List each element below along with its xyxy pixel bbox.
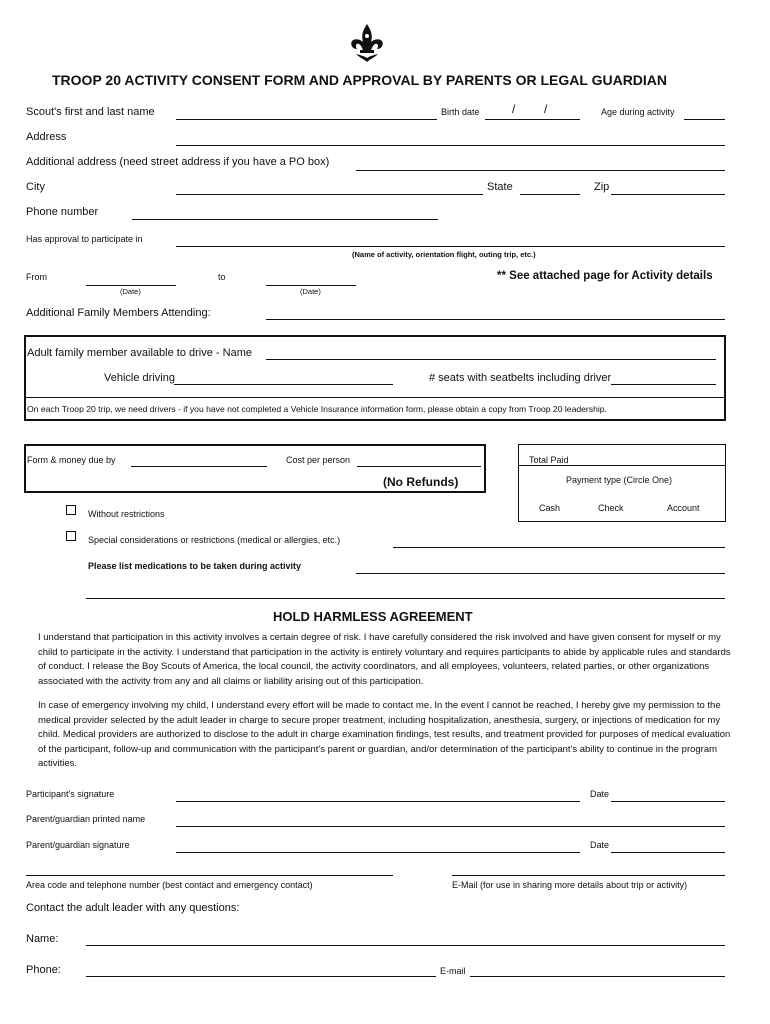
scout-name-label: Scout's first and last name bbox=[26, 106, 155, 118]
agreement-heading: HOLD HARMLESS AGREEMENT bbox=[273, 609, 473, 624]
contact-name-label: Name: bbox=[26, 933, 59, 945]
no-refunds: (No Refunds) bbox=[383, 475, 459, 489]
without-restrictions-label: Without restrictions bbox=[88, 509, 165, 519]
approval-field[interactable] bbox=[176, 246, 725, 247]
participant-date-field[interactable] bbox=[611, 801, 725, 802]
to-date-hint: (Date) bbox=[300, 287, 321, 296]
parent-name-label: Parent/guardian printed name bbox=[26, 814, 146, 824]
fleur-de-lis-emblem-icon bbox=[346, 22, 388, 64]
birth-date-field[interactable] bbox=[485, 119, 580, 120]
to-date-field[interactable] bbox=[266, 285, 356, 286]
city-field[interactable] bbox=[176, 194, 483, 195]
parent-date-label: Date bbox=[590, 840, 610, 850]
telephone-field[interactable] bbox=[26, 875, 393, 876]
telephone-label: Area code and telephone number (best contact and emergency contact) bbox=[26, 880, 313, 890]
special-restrictions-label: Special considerations or restrictions (medical or allergies, etc.) bbox=[88, 535, 341, 545]
special-restrictions-field[interactable] bbox=[393, 547, 725, 548]
contact-phone-field[interactable] bbox=[86, 976, 436, 977]
driver-name-field[interactable] bbox=[266, 359, 716, 360]
vehicle-field[interactable] bbox=[174, 384, 393, 385]
phone-field[interactable] bbox=[132, 219, 438, 220]
without-restrictions-checkbox[interactable] bbox=[66, 505, 76, 515]
parent-signature-label: Parent/guardian signature bbox=[26, 840, 130, 850]
agreement-paragraph-1: I understand that participation in this activity involves a certain degree of risk. I have carefully considered the risk involved and have given consent for myself or my child to participate in the activity. I understand that participation in the activity is entirely voluntary and requires participants to abide by applicable rules and standards of conduct. I release the Boy Scouts of America, the local council, the activity coordinators, and all employees, volunteers, related parties, or other organizations associated with the activity from any and all claims or liability arising out of this participation. bbox=[38, 632, 731, 687]
additional-address-field[interactable] bbox=[356, 170, 725, 171]
participant-date-label: Date bbox=[590, 789, 610, 799]
approval-hint: (Name of activity, orientation flight, outing trip, etc.) bbox=[352, 250, 536, 259]
from-date-hint: (Date) bbox=[120, 287, 141, 296]
seats-field[interactable] bbox=[611, 384, 716, 385]
additional-address-label: Additional address (need street address if you have a PO box) bbox=[26, 156, 330, 168]
age-field[interactable] bbox=[684, 119, 725, 120]
scout-name-field[interactable] bbox=[176, 119, 437, 120]
birth-date-label: Birth date bbox=[441, 107, 480, 117]
vehicle-label: Vehicle driving bbox=[104, 372, 175, 384]
state-label: State bbox=[487, 181, 513, 193]
special-restrictions-checkbox[interactable] bbox=[66, 531, 76, 541]
participant-signature-label: Participant's signature bbox=[26, 789, 115, 799]
cost-field[interactable] bbox=[357, 466, 481, 467]
email-sharing-field[interactable] bbox=[452, 875, 725, 876]
contact-email-label: E-mail bbox=[440, 966, 466, 976]
medications-field[interactable] bbox=[356, 573, 725, 574]
payment-option-check[interactable]: Check bbox=[598, 503, 624, 513]
drivers-note: On each Troop 20 trip, we need drivers - if you have not completed a Vehicle Insurance information form, please obtain a copy from Troop 20 leadership. bbox=[27, 404, 607, 414]
payment-type-label: Payment type (Circle One) bbox=[566, 475, 673, 485]
address-field[interactable] bbox=[176, 145, 725, 146]
medications-field-2[interactable] bbox=[86, 598, 725, 599]
contact-name-field[interactable] bbox=[86, 945, 725, 946]
to-label: to bbox=[218, 272, 226, 282]
family-members-field[interactable] bbox=[266, 319, 725, 320]
birth-date-sep-1: / bbox=[512, 102, 516, 116]
state-field[interactable] bbox=[520, 194, 580, 195]
birth-date-sep-2: / bbox=[544, 102, 548, 116]
family-members-label: Additional Family Members Attending: bbox=[26, 307, 211, 319]
due-field[interactable] bbox=[131, 466, 267, 467]
medications-label: Please list medications to be taken during activity bbox=[88, 561, 302, 571]
approval-label: Has approval to participate in bbox=[26, 234, 143, 244]
contact-email-field[interactable] bbox=[470, 976, 725, 977]
payment-option-cash[interactable]: Cash bbox=[539, 503, 561, 513]
zip-field[interactable] bbox=[611, 194, 725, 195]
parent-signature-field[interactable] bbox=[176, 852, 580, 853]
email-sharing-label: E-Mail (for use in sharing more details about trip or activity) bbox=[452, 880, 688, 890]
payment-option-account[interactable]: Account bbox=[667, 503, 700, 513]
from-date-field[interactable] bbox=[86, 285, 176, 286]
age-label: Age during activity bbox=[601, 107, 675, 117]
city-label: City bbox=[26, 181, 45, 193]
phone-label: Phone number bbox=[26, 206, 99, 218]
cost-label: Cost per person bbox=[286, 455, 351, 465]
parent-name-field[interactable] bbox=[176, 826, 725, 827]
from-label: From bbox=[26, 272, 47, 282]
parent-date-field[interactable] bbox=[611, 852, 725, 853]
address-label: Address bbox=[26, 131, 67, 143]
zip-label: Zip bbox=[594, 181, 610, 193]
contact-heading: Contact the adult leader with any questions: bbox=[26, 902, 240, 914]
agreement-paragraph-2: In case of emergency involving my child, I understand every effort will be made to contact me. In the event I cannot be reached, I hereby give my permission to the medical provider selected by the adult leader in charge to secure proper treatment, including hospitalization, anesthesia, surgery, or injections of medication for my child. Medical providers are authorized to disclose to the adult in charge examination findings, test results, and treatment provided for purposes of medical evaluation of the participant, follow-up and communication with the participant's parent or guardian, and/or determination of the participant's ability to continue in the program activities. bbox=[38, 700, 731, 769]
contact-phone-label: Phone: bbox=[26, 964, 61, 976]
seats-label: # seats with seatbelts including driver bbox=[429, 372, 612, 384]
form-title: TROOP 20 ACTIVITY CONSENT FORM AND APPROVAL BY PARENTS OR LEGAL GUARDIAN bbox=[52, 72, 668, 88]
total-paid-label: Total Paid bbox=[529, 455, 569, 465]
driver-name-label: Adult family member available to drive - Name bbox=[27, 347, 252, 359]
due-label: Form & money due by bbox=[27, 455, 116, 465]
attached-note: ** See attached page for Activity details bbox=[497, 270, 713, 282]
participant-signature-field[interactable] bbox=[176, 801, 580, 802]
